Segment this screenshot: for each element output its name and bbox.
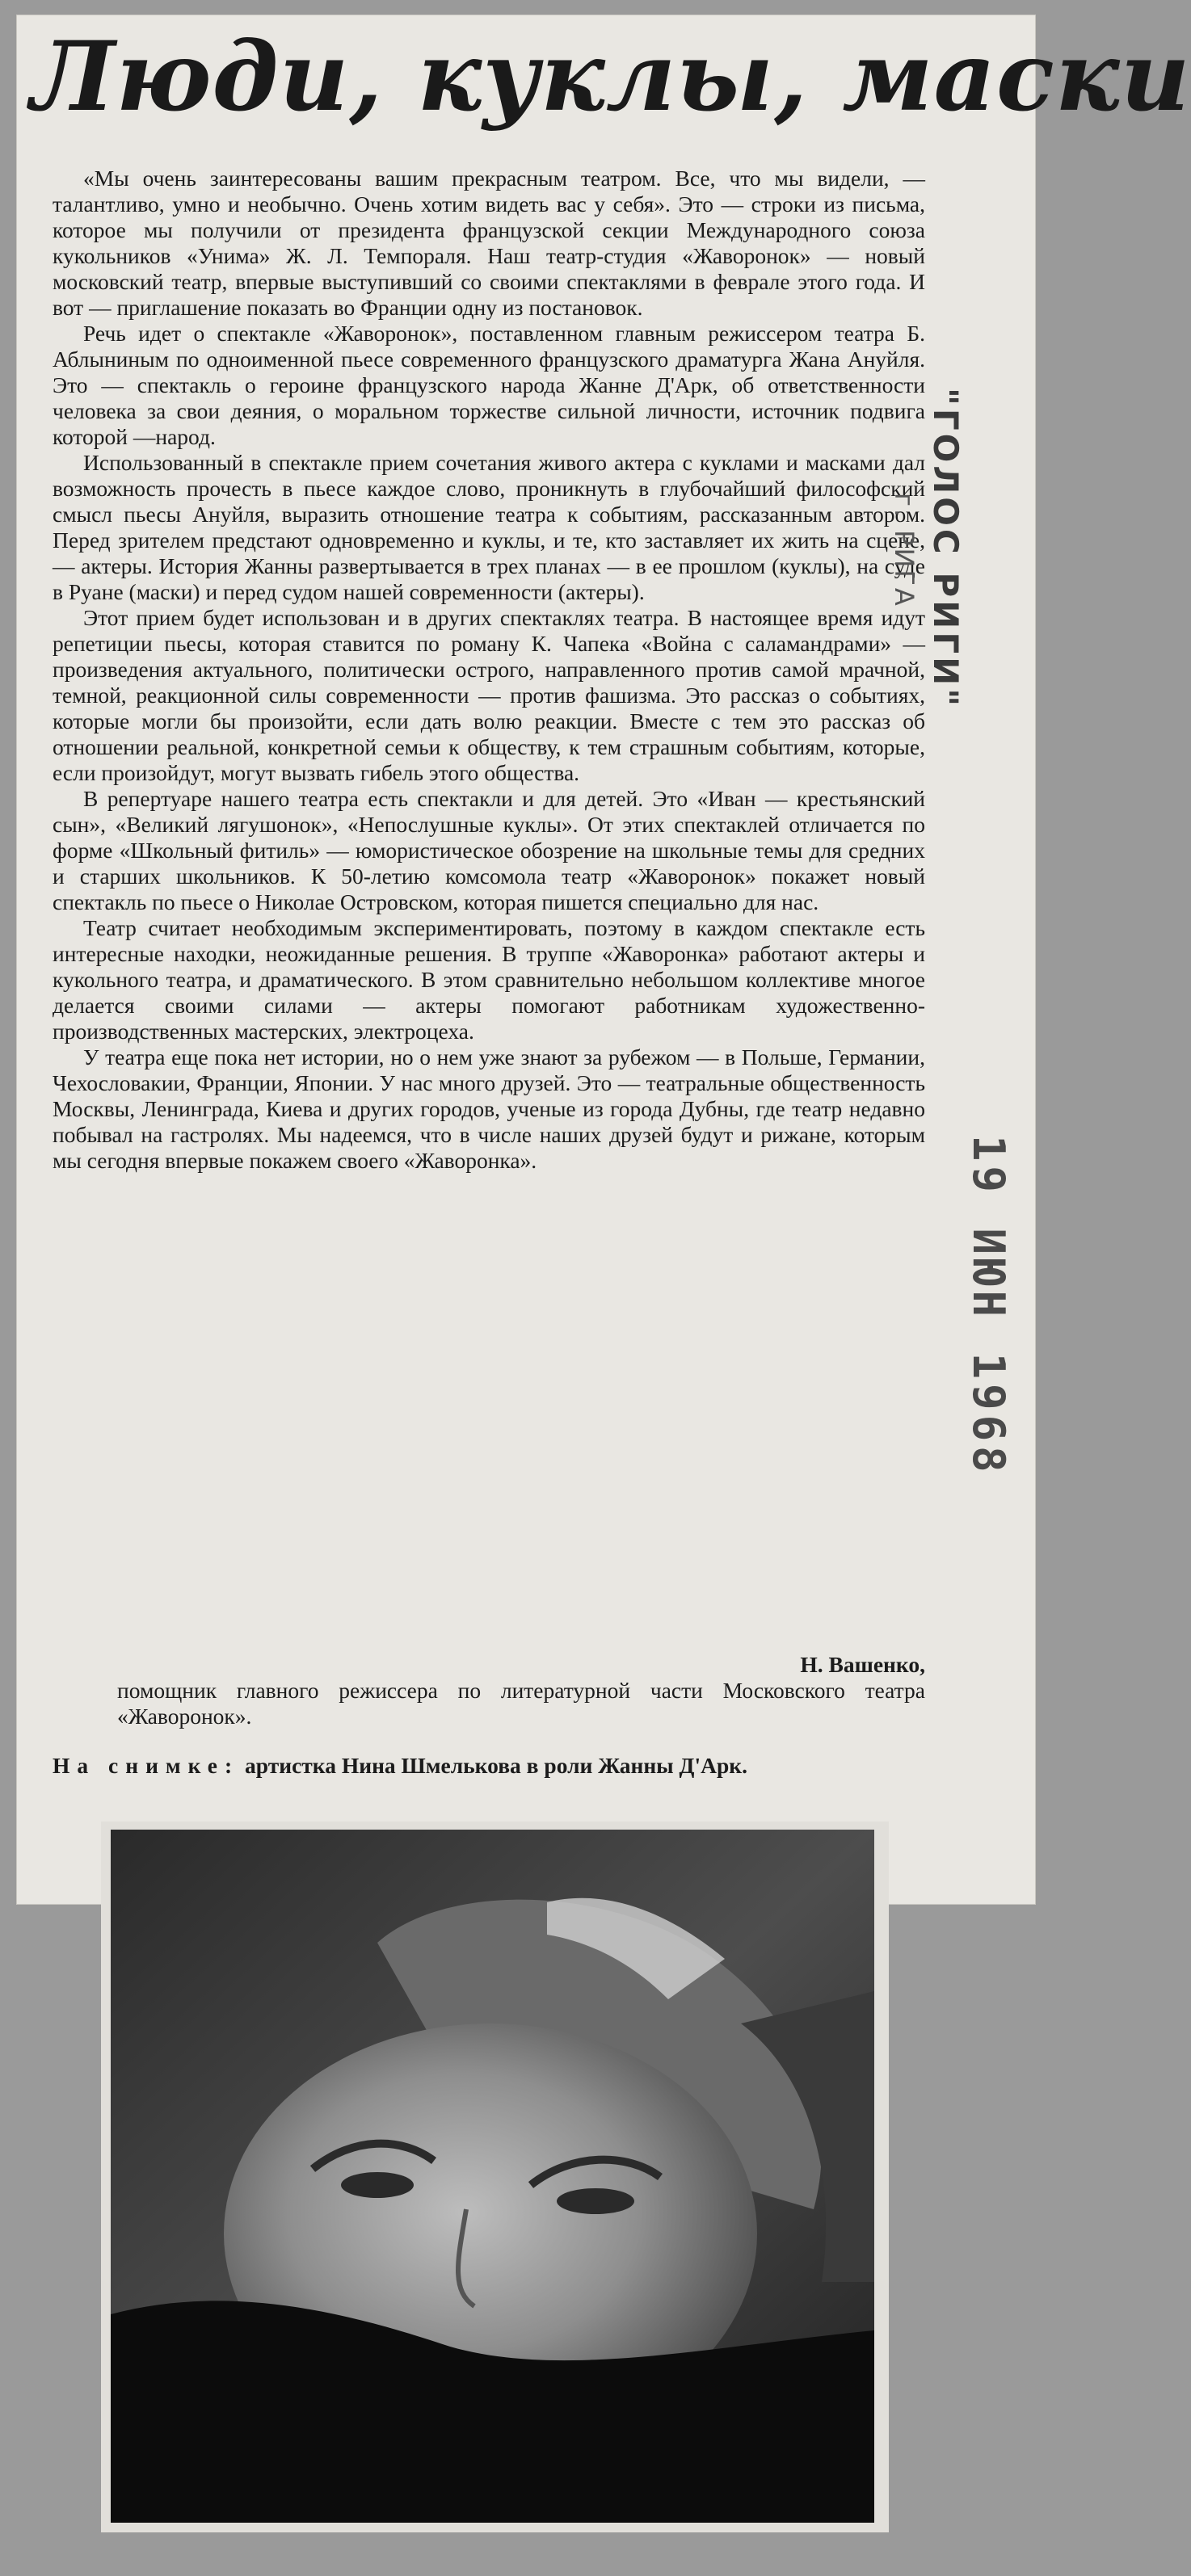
caption-text: артистка Нина Шмелькова в роли Жанны Д'Арк. (239, 1753, 747, 1778)
photo-caption (53, 1753, 925, 1779)
date-stamp: 19 ИЮН 1968 (963, 1135, 1014, 1477)
author-signature (53, 1652, 925, 1729)
article-paragraph: Театр считает необходимым экспериментировать, поэтому в каждом спектакле есть интересные находки, неожиданные решения. В труппе «Жаворонка» работают актеры и кукольного театра, и драматического. В этом сравнительно небольшом коллективе многое делается своими силами — актеры помогают работникам художественно-производственных мастерских, электроцеха. (53, 915, 925, 1044)
caption-label: На снимке: (53, 1753, 240, 1778)
article-body (53, 166, 925, 1174)
article-paragraph: Речь идет о спектакле «Жаворонок», поставленном главным режиссером театра Б. Аблыниным по одноименной пьесе современного французского драматурга Жана Ануйля. Это — спектакль о героине французского народа Жанне Д'Арк, об ответственности человека за свои деяния, о моральном торжестве сильной личности, источник подвига которой —народ. (53, 321, 925, 449)
actress-portrait-photo (111, 1830, 874, 2523)
headline: Люди, куклы, маски (31, 20, 1191, 132)
article-paragraph: Этот прием будет использован и в других спектаклях театра. В настоящее время идут репетиции пьесы, которая ставится по роману К. Чапека «Война с саламандрами» — произведения актуального, политически острого, направленного против самой мрачной, темной, реакционной силы современности — против фашизма. Это рассказ о событиях, которые могли бы произойти, если дать волю реакции. Вместе с тем это рассказ об отношении реальной, конкретной семьи к обществу, к тем страшным событиям, которые, если произойдут, могут вызвать гибель этого общества. (53, 605, 925, 785)
photo-frame (101, 1822, 889, 2532)
article-paragraph: «Мы очень заинтересованы вашим прекрасным театром. Все, что мы видели, — талантливо, умно и необычно. Очень хотим видеть вас у себя». Это — строки из письма, которое мы получили от президента французской секции Международного союза кукольников «Унима» Ж. Л. Темпораля. Наш театр-студия «Жаворонок» — новый московский театр, впервые выступивший со своими спектаклями в феврале этого года. И вот — приглашение показать во Франции одну из постановок. (53, 166, 925, 320)
article-paragraph: Использованный в спектакле прием сочетания живого актера с куклами и масками дал возможность прочесть в пьесе каждое слово, проникнуть в глубочайший философский смысл пьесы Ануйля, выразить отношение театра к событиям, рассказанным автором. Перед зрителем предстают одновременно и куклы, и те, кто заставляет их жить на сцене, — актеры. История Жанны развертывается в трех планах — в ее прошлом (куклы), на суде в Руане (маски) и перед судом нашей современности (актеры). (53, 450, 925, 604)
portrait-illustration (111, 1830, 874, 2523)
author-role: помощник главного режиссера по литературной части Московского театра «Жаворонок». (117, 1678, 925, 1729)
article-paragraph: В репертуаре нашего театра есть спектакли и для детей. Это «Иван — крестьянский сын», «Великий лягушонок», «Непослушные куклы». От этих спектаклей отличается по форме «Школьный фитиль» — юмористическое обозрение на школьные темы для средних и старших школьников. К 50-летию комсомола театр «Жаворонок» покажет новый спектакль по пьесе о Николае Островском, которая пишется специально для нас. (53, 786, 925, 914)
city-note: г. РИГА (889, 493, 920, 608)
author-name: Н. Вашенко, (800, 1652, 925, 1677)
article-paragraph: У театра еще пока нет истории, но о нем уже знают за рубежом — в Польше, Германии, Чехословакии, Франции, Японии. У нас много друзей. Это — театральные общественность Москвы, Ленинграда, Киева и других городов, ученые из города Дубны, где театр недавно побывал на гастролях. Мы надеемся, что в числе наших друзей будут и рижане, которым мы сегодня впервые покажем своего «Жаворонка». (53, 1044, 925, 1173)
newspaper-source-note: "ГОЛОС РИГИ" (926, 388, 966, 710)
